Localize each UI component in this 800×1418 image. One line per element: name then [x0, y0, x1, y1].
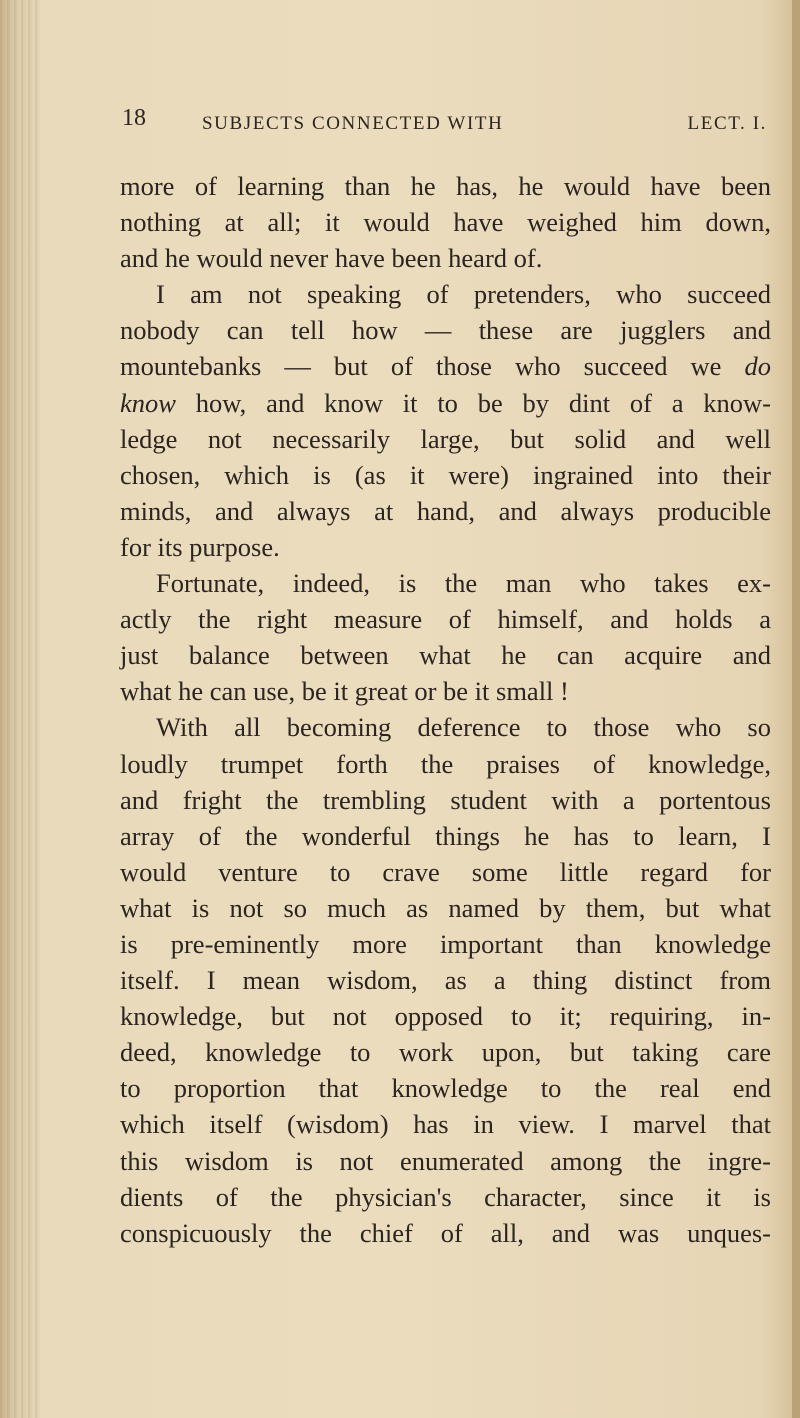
text-line: which itself (wisdom) has in view. I marvel that — [120, 1109, 771, 1140]
text-line: this wisdom is not enumerated among the ingre- — [120, 1145, 771, 1176]
lecture-label: LECT. I. — [687, 113, 767, 134]
binding-shadow — [0, 0, 40, 1418]
text-line: would venture to crave some little regard for — [120, 856, 771, 887]
text-line: to proportion that knowledge to the real end — [120, 1073, 771, 1104]
text-line: deed, knowledge to work upon, but taking care — [120, 1037, 771, 1068]
text-line: what is not so much as named by them, but what — [120, 892, 771, 923]
text-line: knowledge, but not opposed to it; requiring, in- — [120, 1001, 771, 1032]
text-line: minds, and always at hand, and always producible — [120, 495, 771, 526]
running-head — [122, 105, 767, 143]
text-line: for its purpose. — [120, 531, 280, 562]
text-line: mountebanks — but of those who succeed we do — [120, 351, 771, 382]
text-line: nobody can tell how — these are jugglers and — [120, 315, 771, 346]
text-line: just balance between what he can acquire and — [120, 640, 771, 671]
text-line: conspicuously the chief of all, and was unques- — [120, 1217, 771, 1248]
text-line: itself. I mean wisdom, as a thing distinct from — [120, 965, 771, 996]
body-text — [120, 168, 771, 1251]
page-number: 18 — [122, 105, 146, 131]
text-line: is pre-eminently more important than knowledge — [120, 928, 771, 959]
text-line: Fortunate, indeed, is the man who takes ex- — [156, 568, 771, 599]
running-title: SUBJECTS CONNECTED WITH — [202, 113, 504, 134]
text-line: and he would never have been heard of. — [120, 243, 543, 274]
text-line: array of the wonderful things he has to learn, I — [120, 820, 771, 851]
text-line: dients of the physician's character, since it is — [120, 1181, 771, 1212]
text-line: actly the right measure of himself, and holds a — [120, 604, 771, 635]
text-line: and fright the trembling student with a portentous — [120, 784, 771, 815]
text-line: nothing at all; it would have weighed him down, — [120, 207, 771, 238]
text-line: With all becoming deference to those who so — [156, 712, 771, 743]
text-line: chosen, which is (as it were) ingrained into their — [120, 459, 771, 490]
text-line: ledge not necessarily large, but solid and well — [120, 423, 771, 454]
text-line: I am not speaking of pretenders, who succeed — [156, 279, 771, 310]
text-line: know how, and know it to be by dint of a know- — [120, 387, 771, 418]
text-line: what he can use, be it great or be it small ! — [120, 676, 569, 707]
text-line: more of learning than he has, he would have been — [120, 171, 771, 201]
text-line: loudly trumpet forth the praises of knowledge, — [120, 748, 771, 779]
page-edge — [792, 0, 800, 1418]
